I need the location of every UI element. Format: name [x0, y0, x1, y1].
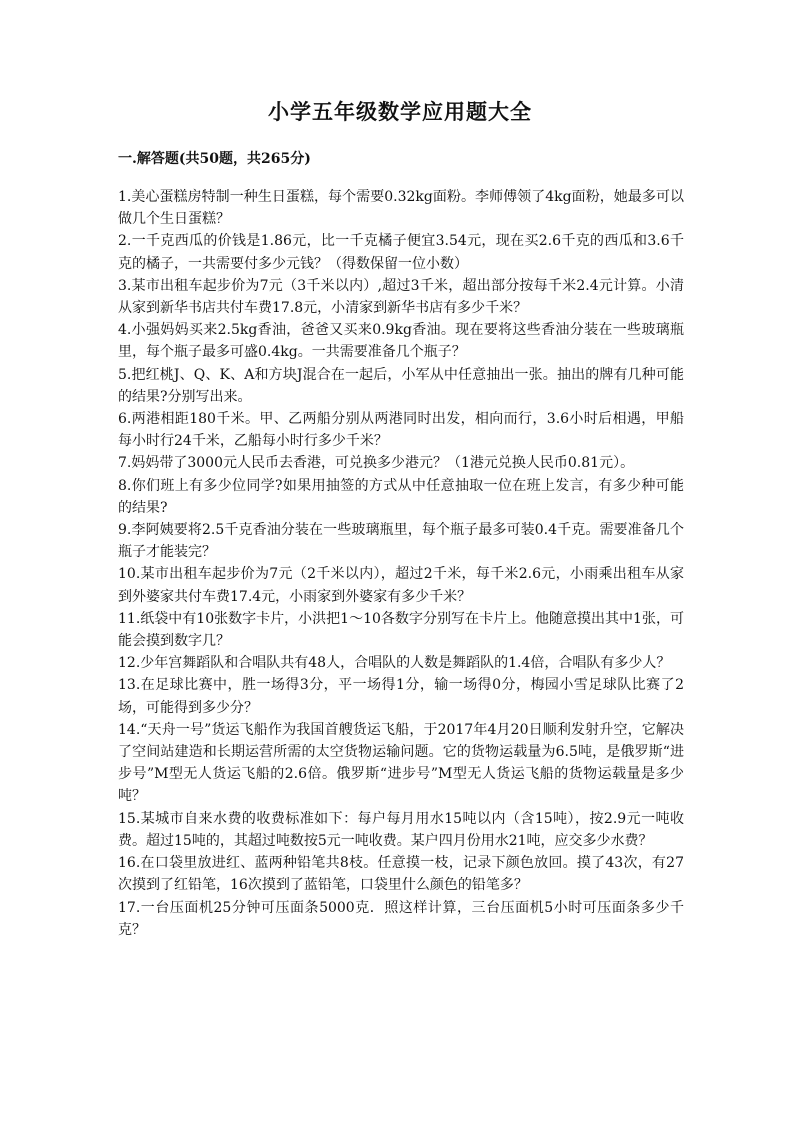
question-list	[118, 186, 684, 941]
document-title: 小学五年级数学应用题大全	[268, 99, 532, 124]
question-item: 3.某市出租车起步价为7元（3千米以内）,超过3千米，超出部分按每千米2.4元计算。小清从家到新华书店共付车费17.8元，小清家到新华书店有多少千米？	[118, 277, 684, 317]
question-item: 16.在口袋里放进红、蓝两种铅笔共8枝。任意摸一枝，记录下颜色放回。摸了43次，有27次摸到了红铅笔，16次摸到了蓝铅笔，口袋里什么颜色的铅笔多？	[118, 855, 684, 894]
question-item: 6.两港相距180千米。甲、乙两船分别从两港同时出发，相向而行，3.6小时后相遇，甲船每小时行24千米，乙船每小时行多少千米？	[118, 411, 684, 450]
question-item: 4.小强妈妈买来2.5kg香油，爸爸又买来0.9kg香油。现在要将这些香油分装在一些玻璃瓶里，每个瓶子最多可盛0.4kg。一共需要准备几个瓶子？	[118, 322, 684, 361]
question-item: 17.一台压面机25分钟可压面条5000克．照这样计算，三台压面机5小时可压面条多少千克？	[118, 899, 684, 938]
question-item: 10.某市出租车起步价为7元（2千米以内），超过2千米，每千米2.6元，小雨乘出租车从家到外婆家共付车费17.4元，小雨家到外婆家有多少千米？	[118, 566, 684, 605]
question-item: 12.少年宫舞蹈队和合唱队共有48人，合唱队的人数是舞蹈队的1.4倍，合唱队有多少人？	[118, 655, 671, 672]
question-item: 5.把红桃J、Q、K、A和方块J混合在一起后，小军从中任意抽出一张。抽出的牌有几种可能的结果?分别写出来。	[118, 366, 684, 405]
question-item: 1.美心蛋糕房特制一种生日蛋糕，每个需要0.32kg面粉。李师傅领了4kg面粉，她最多可以做几个生日蛋糕？	[118, 189, 684, 228]
question-item: 14.“天舟一号”货运飞船作为我国首艘货运飞船，于2017年4月20日顺利发射升空，它解决了空间站建造和长期运营所需的太空货物运输问题。它的货物运载量为6.5吨，是俄罗斯“进步号”M型无人货运飞船的2.6倍。俄罗斯“进步号”M型无人货运飞船的货物运载量是多少吨？	[118, 721, 684, 805]
question-item: 7.妈妈带了3000元人民币去香港，可兑换多少港元？（1港元兑换人民币0.81元）。	[118, 455, 635, 472]
question-item: 8.你们班上有多少位同学?如果用抽签的方式从中任意抽取一位在班上发言，有多少种可能的结果?	[118, 477, 684, 516]
question-item: 11.纸袋中有10张数字卡片，小洪把1～10各数字分别写在卡片上。他随意摸出其中1张，可能会摸到数字几？	[118, 610, 684, 650]
section-heading: 一.解答题(共50题，共265分)	[118, 151, 311, 167]
question-item: 2.一千克西瓜的价钱是1.86元，比一千克橘子便宜3.54元，现在买2.6千克的西瓜和3.6千克的橘子，一共需要付多少元钱？（得数保留一位小数）	[118, 233, 684, 272]
question-item: 13.在足球比赛中，胜一场得3分，平一场得1分，输一场得0分，梅园小雪足球队比赛了2场，可能得到多少分？	[118, 677, 684, 716]
question-item: 9.李阿姨要将2.5千克香油分装在一些玻璃瓶里，每个瓶子最多可装0.4千克。需要准备几个瓶子才能装完？	[118, 522, 684, 561]
question-item: 15.某城市自来水费的收费标准如下：每户每月用水15吨以内（含15吨），按2.9元一吨收费。超过15吨的，其超过吨数按5元一吨收费。某户四月份用水21吨，应交多少水费？	[118, 810, 684, 849]
